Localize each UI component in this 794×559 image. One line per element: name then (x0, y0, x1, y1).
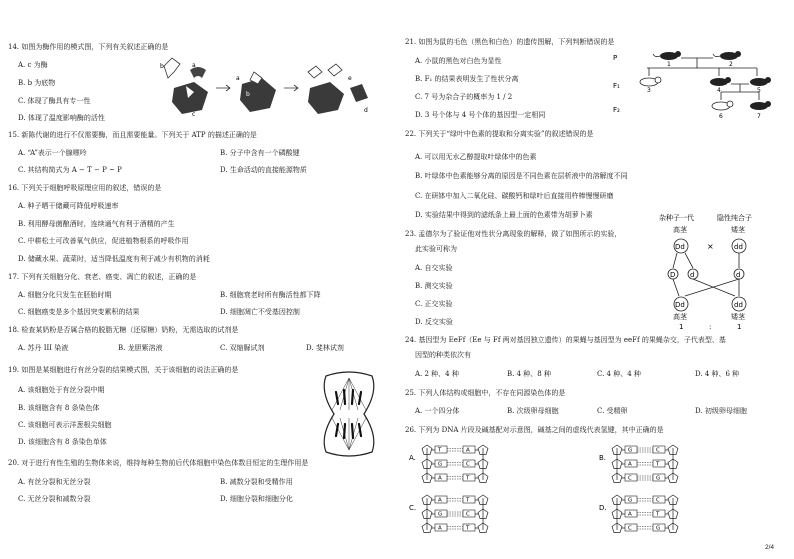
offspring-Dd: Dd (675, 301, 685, 309)
dna-letter-b: B. (599, 454, 607, 462)
q25-option-a[interactable]: A. 一个四分体 (415, 407, 460, 415)
q25-stem: 25. 下列人体结构或细胞中，不存在同源染色体的是 (405, 389, 566, 397)
enzyme-diagram (158, 52, 383, 122)
mouse-5 (750, 77, 771, 86)
q17-option-c[interactable]: C. 细胞癌变是多个基因突变累积的结果 (18, 308, 140, 316)
arrow-1 (216, 85, 230, 91)
q19-stem: 19. 如图是某细胞进行有丝分裂的结果模式图，关于该细胞的说法正确的是 (8, 366, 239, 374)
label-recessive: 隐性纯合子 (717, 214, 752, 222)
dna-a-base-1r: A (466, 447, 470, 454)
q20-option-a[interactable]: A. 有丝分裂和无丝分裂 (18, 478, 91, 486)
label-hybrid-f1: 杂种子一代 (659, 214, 694, 222)
q18-stem: 18. 检查某奶粉是否属合格的脱脂无糖（还原糖）奶粉，无需选取的试剂是 (8, 326, 239, 334)
dna-b-base-1r: C (656, 447, 660, 454)
q23-option-a[interactable]: A. 自交实验 (415, 264, 453, 272)
num-3: 3 (647, 87, 651, 94)
spindle-fibers (332, 378, 366, 450)
dna-c-base-2r: C (466, 511, 470, 518)
q19-option-d[interactable]: D. 该细胞含有 8 条染色单体 (18, 438, 107, 446)
q19-option-a[interactable]: A. 该细胞处于有丝分裂中期 (18, 386, 105, 394)
enzyme-c-shape (172, 82, 208, 114)
dna-b-base-2l: A (628, 461, 632, 468)
q24-option-b[interactable]: B. 4 种、8 种 (507, 370, 551, 378)
mouse-4 (710, 77, 731, 86)
q17-option-b[interactable]: B. 细胞衰老时所有酶活性都下降 (220, 291, 321, 299)
q24-option-a[interactable]: A. 2 种、4 种 (415, 370, 459, 378)
q22-option-d[interactable]: D. 实验结果中得到的滤纸条上最上面的色素带为胡萝卜素 (415, 211, 593, 219)
dna-c-base-3r: T (466, 525, 470, 532)
q15-option-c[interactable]: C. 其结构简式为 A − T − P ~ P (18, 166, 122, 174)
ratio-1: 1 (679, 323, 684, 331)
q24-stem: 24. 基因型为 EeFf（Ee 与 Ff 两对基因独立遗传）的果蝇与基因型为 eeFf 的果蝇杂交，子代表型、基 (405, 336, 726, 344)
q26-stem: 26. 下列为 DNA 片段及碱基配对示意图，碱基之间的虚线代表氢键，其中正确的是 (405, 426, 664, 434)
q23-option-c[interactable]: C. 正交实验 (415, 300, 453, 308)
dna-letter-a: A. (409, 454, 416, 462)
q14-option-b[interactable]: B. b 为底物 (18, 79, 56, 87)
q14-option-a[interactable]: A. c 为酶 (18, 61, 48, 69)
dna-c-base-2l: G (438, 511, 443, 518)
mouse-7 (750, 101, 771, 110)
pedigree-lines-p (647, 58, 757, 76)
q21-option-a[interactable]: A. 小鼠的黑色对白色为显性 (415, 57, 502, 65)
q16-stem: 16. 下列关于细胞呼吸原理应用的叙述，错误的是 (8, 184, 162, 192)
mouse-2 (713, 51, 741, 60)
q21-option-c[interactable]: C. 7 号为杂合子的概率为 1 / 2 (415, 93, 513, 101)
q16-option-d[interactable]: D. 储藏水果、蔬菜时，适当降低温度有利于减少有机物的消耗 (18, 255, 210, 263)
dna-d-base-1r: C (656, 497, 660, 504)
q23-stem-cont: 此实验可称为 (415, 245, 457, 253)
genotype-Dd: Dd (675, 243, 685, 251)
label-c: c (192, 111, 196, 118)
dna-option-c (409, 495, 488, 533)
offspring-dd: dd (734, 301, 743, 309)
q22-option-a[interactable]: A. 可以用无水乙醇提取叶绿体中的色素 (415, 153, 537, 161)
q15-option-b[interactable]: B. 分子中含有一个磷酸键 (220, 149, 300, 157)
dna-d-base-2l: A (628, 511, 632, 518)
q20-option-c[interactable]: C. 无丝分裂和减数分裂 (18, 495, 91, 503)
dna-a-base-3l: A (438, 475, 442, 482)
q18-option-d[interactable]: D. 斐林试剂 (306, 344, 344, 352)
label-b: b (160, 63, 164, 70)
q24-option-c[interactable]: C. 4 种、4 种 (597, 370, 641, 378)
q19-option-b[interactable]: B. 该细胞含有 8 条染色体 (18, 404, 100, 412)
q14-stem: 14. 如图为酶作用的模式图，下列有关叙述正确的是 (8, 43, 169, 51)
num-4: 4 (717, 87, 721, 94)
dna-option-d (599, 495, 678, 533)
q17-option-d[interactable]: D. 细胞凋亡不受基因控制 (220, 308, 300, 316)
gen-f1: F₁ (613, 82, 620, 90)
q25-option-b[interactable]: B. 次级卵母细胞 (507, 407, 559, 415)
q20-option-d[interactable]: D. 细胞分裂和细胞分化 (220, 495, 293, 503)
pedigree-lines-f1 (721, 84, 759, 100)
label-b2: b (246, 91, 250, 98)
label-tall-top: 高茎 (673, 226, 687, 234)
q21-option-b[interactable]: B. F₁ 的结果表明发生了性状分离 (415, 75, 519, 83)
q18-option-c[interactable]: C. 双缩脲试剂 (220, 344, 265, 352)
chromosomes (336, 390, 361, 438)
dna-a-base-1l: T (438, 447, 442, 454)
q22-option-c[interactable]: C. 在研钵中加入二氧化硅、碳酸钙和绿叶后直接用杵棒慢慢研磨 (415, 192, 614, 200)
q23-option-b[interactable]: B. 测交实验 (415, 282, 453, 290)
mouse-3 (640, 77, 661, 86)
q19-option-c[interactable]: C. 该细胞可表示洋葱根尖细胞 (18, 421, 112, 429)
meiosis-arrows (673, 253, 739, 268)
q22-stem: 22. 下列关于“绿叶中色素的提取和分离实验”的叙述错误的是 (405, 130, 594, 138)
gen-f2: F₂ (613, 106, 620, 114)
label-a: a (192, 62, 196, 69)
q16-option-a[interactable]: A. 种子晒干储藏可降低呼吸速率 (18, 202, 119, 210)
testcross-diagram (659, 212, 779, 332)
label-a2: a (236, 75, 240, 82)
dna-b-base-1l: G (628, 447, 633, 454)
q14-option-c[interactable]: C. 体现了酶具有专一性 (18, 97, 91, 105)
q20-stem: 20. 对于进行有性生殖的生物体来说，维持每种生物前后代体细胞中染色体数目恒定的生理作用是 (8, 459, 309, 467)
product-shape-1 (308, 66, 322, 78)
q15-stem: 15. 新陈代谢的进行不仅需要酶，而且需要能量。下列关于 ATP 的描述正确的是 (8, 131, 257, 139)
q15-option-a[interactable]: A. “A”表示一个腺嘌呤 (18, 149, 87, 157)
q23-stem: 23. 孟德尔为了验证他对性状分离现象的解释，做了如图所示的实验， (405, 230, 622, 238)
ratio-colon: : (709, 323, 712, 331)
dna-letter-c: C. (409, 504, 417, 512)
num-6: 6 (719, 113, 723, 120)
q24-stem-cont: 因型的种类依次有 (415, 351, 471, 359)
num-1: 1 (667, 61, 671, 68)
dna-d-base-1l: G (628, 497, 633, 504)
genotype-dd: dd (734, 243, 743, 251)
q23-option-d[interactable]: D. 反交实验 (415, 318, 453, 326)
right-column (397, 0, 794, 559)
dna-a-base-2r: C (466, 461, 470, 468)
dna-b-base-3l: C (628, 475, 632, 482)
dna-c-base-1l: A (438, 497, 442, 504)
q17-stem: 17. 下列有关细胞分化、衰老、癌变、凋亡的叙述，正确的是 (8, 273, 197, 281)
q25-option-c[interactable]: C. 受精卵 (597, 407, 628, 415)
label-tall-bottom: 高茎 (673, 313, 687, 321)
mouse-6 (712, 101, 733, 110)
q18-option-b[interactable]: B. 龙胆紫溶液 (118, 344, 163, 352)
dna-b-base-2r: T (656, 461, 660, 468)
dna-option-a (409, 445, 488, 483)
dna-letter-d: D. (599, 504, 607, 512)
q25-option-d[interactable]: D. 初级卵母细胞 (695, 407, 747, 415)
label-d: d (364, 107, 368, 114)
dna-a-base-3r: T (466, 475, 470, 482)
product-shape-2 (328, 64, 342, 76)
q15-option-d[interactable]: D. 生命活动的直接能源物质 (220, 166, 307, 174)
q24-option-d[interactable]: D. 4 种、6 种 (695, 370, 740, 378)
dna-d-base-3r: G (656, 525, 661, 532)
q22-option-b[interactable]: B. 叶绿体中色素能够分离的原因是不同色素在层析液中的溶解度不同 (415, 172, 628, 180)
q17-option-a[interactable]: A. 细胞分化只发生在胚胎时期 (18, 291, 112, 299)
dna-c-base-1r: T (466, 497, 470, 504)
gamete-d2: d (736, 271, 741, 279)
num-2: 2 (729, 61, 733, 68)
q18-option-a[interactable]: A. 苏丹 III 染液 (18, 344, 69, 352)
q20-option-b[interactable]: B. 减数分裂和受精作用 (220, 478, 293, 486)
dna-a-base-2l: G (438, 461, 443, 468)
label-short-top: 矮茎 (731, 226, 745, 234)
dna-option-b (599, 445, 678, 483)
q16-option-c[interactable]: C. 中耕松土可改善氧气供应，促进植物根系的呼吸作用 (18, 237, 189, 245)
dna-d-base-3l: C (628, 525, 632, 532)
substrate-b-shape (164, 58, 180, 78)
gen-p: P (613, 54, 618, 62)
mouse-pedigree-diagram (609, 46, 787, 124)
mitosis-cell-diagram (318, 370, 380, 458)
dna-options-diagram (409, 440, 779, 540)
label-short-bottom: 矮茎 (731, 313, 745, 321)
mouse-1 (653, 51, 681, 60)
q14-option-d[interactable]: D. 体现了温度影响酶的活性 (18, 114, 105, 122)
product-shape-d (350, 84, 368, 102)
num-5: 5 (757, 87, 761, 94)
enzyme-after-shape (308, 82, 344, 114)
cross-symbol: × (707, 242, 714, 251)
page-number: 2/4 (764, 544, 774, 551)
q21-option-d[interactable]: D. 3 号个体与 4 号个体的基因型一定相同 (415, 111, 546, 119)
gamete-d: d (690, 271, 695, 279)
q21-stem: 21. 如图为鼠的毛色（黑色和白色）的遗传图解，下列判断错误的是 (405, 38, 615, 46)
label-e: e (348, 75, 352, 82)
fertilization-lines (673, 279, 739, 296)
dna-d-base-2r: T (656, 511, 660, 518)
q16-option-b[interactable]: B. 利用酵母菌酿酒时，连续通气有利于酒精的产生 (18, 220, 175, 228)
num-7: 7 (757, 113, 761, 120)
gamete-D: D (670, 271, 676, 279)
ratio-2: 1 (737, 323, 742, 331)
arrow-2 (284, 85, 298, 91)
dna-c-base-3l: A (438, 525, 442, 532)
dna-b-base-3r: G (656, 475, 661, 482)
